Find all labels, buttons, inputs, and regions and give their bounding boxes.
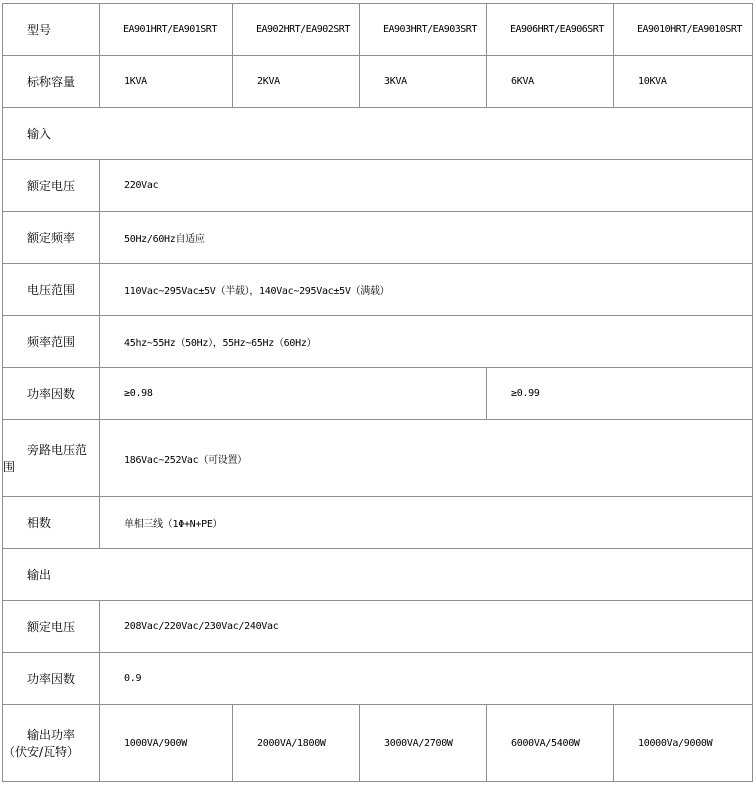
output-power-label-line2: （伏安/瓦特） — [3, 745, 80, 759]
row-input-section — [3, 108, 753, 160]
capacity-cell: 6KVA — [487, 56, 614, 108]
model-label: 型号 — [3, 4, 100, 56]
row-output-power — [3, 705, 753, 782]
bypass-voltage-range-label — [3, 420, 100, 497]
input-power-factor-value: ≥0.98 — [100, 368, 487, 420]
capacity-cell: 3KVA — [360, 56, 487, 108]
bypass-voltage-range-value: 186Vac~252Vac（可设置） — [100, 420, 753, 497]
row-voltage-range — [3, 264, 753, 316]
output-power-cell: 6000VA/5400W — [487, 705, 614, 782]
row-output-section — [3, 549, 753, 601]
input-rated-voltage-value: 220Vac — [100, 160, 753, 212]
rated-capacity-label: 标称容量 — [3, 56, 100, 108]
output-power-factor-value: 0.9 — [100, 653, 753, 705]
output-rated-voltage-label: 额定电压 — [3, 601, 100, 653]
row-input-rated-frequency — [3, 212, 753, 264]
model-cell: EA9010HRT/EA9010SRT — [614, 4, 753, 56]
model-cell: EA901HRT/EA901SRT — [100, 4, 233, 56]
output-power-cell: 10000Va/9000W — [614, 705, 753, 782]
phases-value: 单相三线（1Φ+N+PE） — [100, 497, 753, 549]
output-power-factor-label: 功率因数 — [3, 653, 100, 705]
row-output-power-factor — [3, 653, 753, 705]
voltage-range-label: 电压范围 — [3, 264, 100, 316]
input-power-factor-label: 功率因数 — [3, 368, 100, 420]
phases-label: 相数 — [3, 497, 100, 549]
voltage-range-value: 110Vac~295Vac±5V（半载），140Vac~295Vac±5V（满载） — [100, 264, 753, 316]
row-model — [3, 4, 753, 56]
bypass-label-line2: 围 — [3, 460, 16, 474]
output-rated-voltage-value: 208Vac/220Vac/230Vac/240Vac — [100, 601, 753, 653]
row-input-rated-voltage — [3, 160, 753, 212]
input-rated-frequency-value: 50Hz/60Hz自适应 — [100, 212, 753, 264]
output-power-cell: 3000VA/2700W — [360, 705, 487, 782]
ups-spec-table — [2, 3, 753, 782]
output-power-cell: 1000VA/900W — [100, 705, 233, 782]
input-power-factor-value: ≥0.99 — [487, 368, 753, 420]
row-phases — [3, 497, 753, 549]
model-cell: EA902HRT/EA902SRT — [233, 4, 360, 56]
frequency-range-label: 频率范围 — [3, 316, 100, 368]
capacity-cell: 1KVA — [100, 56, 233, 108]
frequency-range-value: 45hz~55Hz（50Hz），55Hz~65Hz（60Hz） — [100, 316, 753, 368]
capacity-cell: 10KVA — [614, 56, 753, 108]
input-section-heading: 输入 — [3, 108, 753, 160]
row-output-rated-voltage — [3, 601, 753, 653]
output-power-label — [3, 705, 100, 782]
input-rated-frequency-label: 额定频率 — [3, 212, 100, 264]
output-power-label-line1: 输出功率 — [27, 728, 76, 742]
row-bypass-voltage-range — [3, 420, 753, 497]
output-power-cell: 2000VA/1800W — [233, 705, 360, 782]
capacity-cell: 2KVA — [233, 56, 360, 108]
row-frequency-range — [3, 316, 753, 368]
bypass-label-line1: 旁路电压范 — [27, 443, 88, 457]
row-rated-capacity — [3, 56, 753, 108]
output-section-heading: 输出 — [3, 549, 753, 601]
input-rated-voltage-label: 额定电压 — [3, 160, 100, 212]
row-input-power-factor — [3, 368, 753, 420]
model-cell: EA906HRT/EA906SRT — [487, 4, 614, 56]
model-cell: EA903HRT/EA903SRT — [360, 4, 487, 56]
